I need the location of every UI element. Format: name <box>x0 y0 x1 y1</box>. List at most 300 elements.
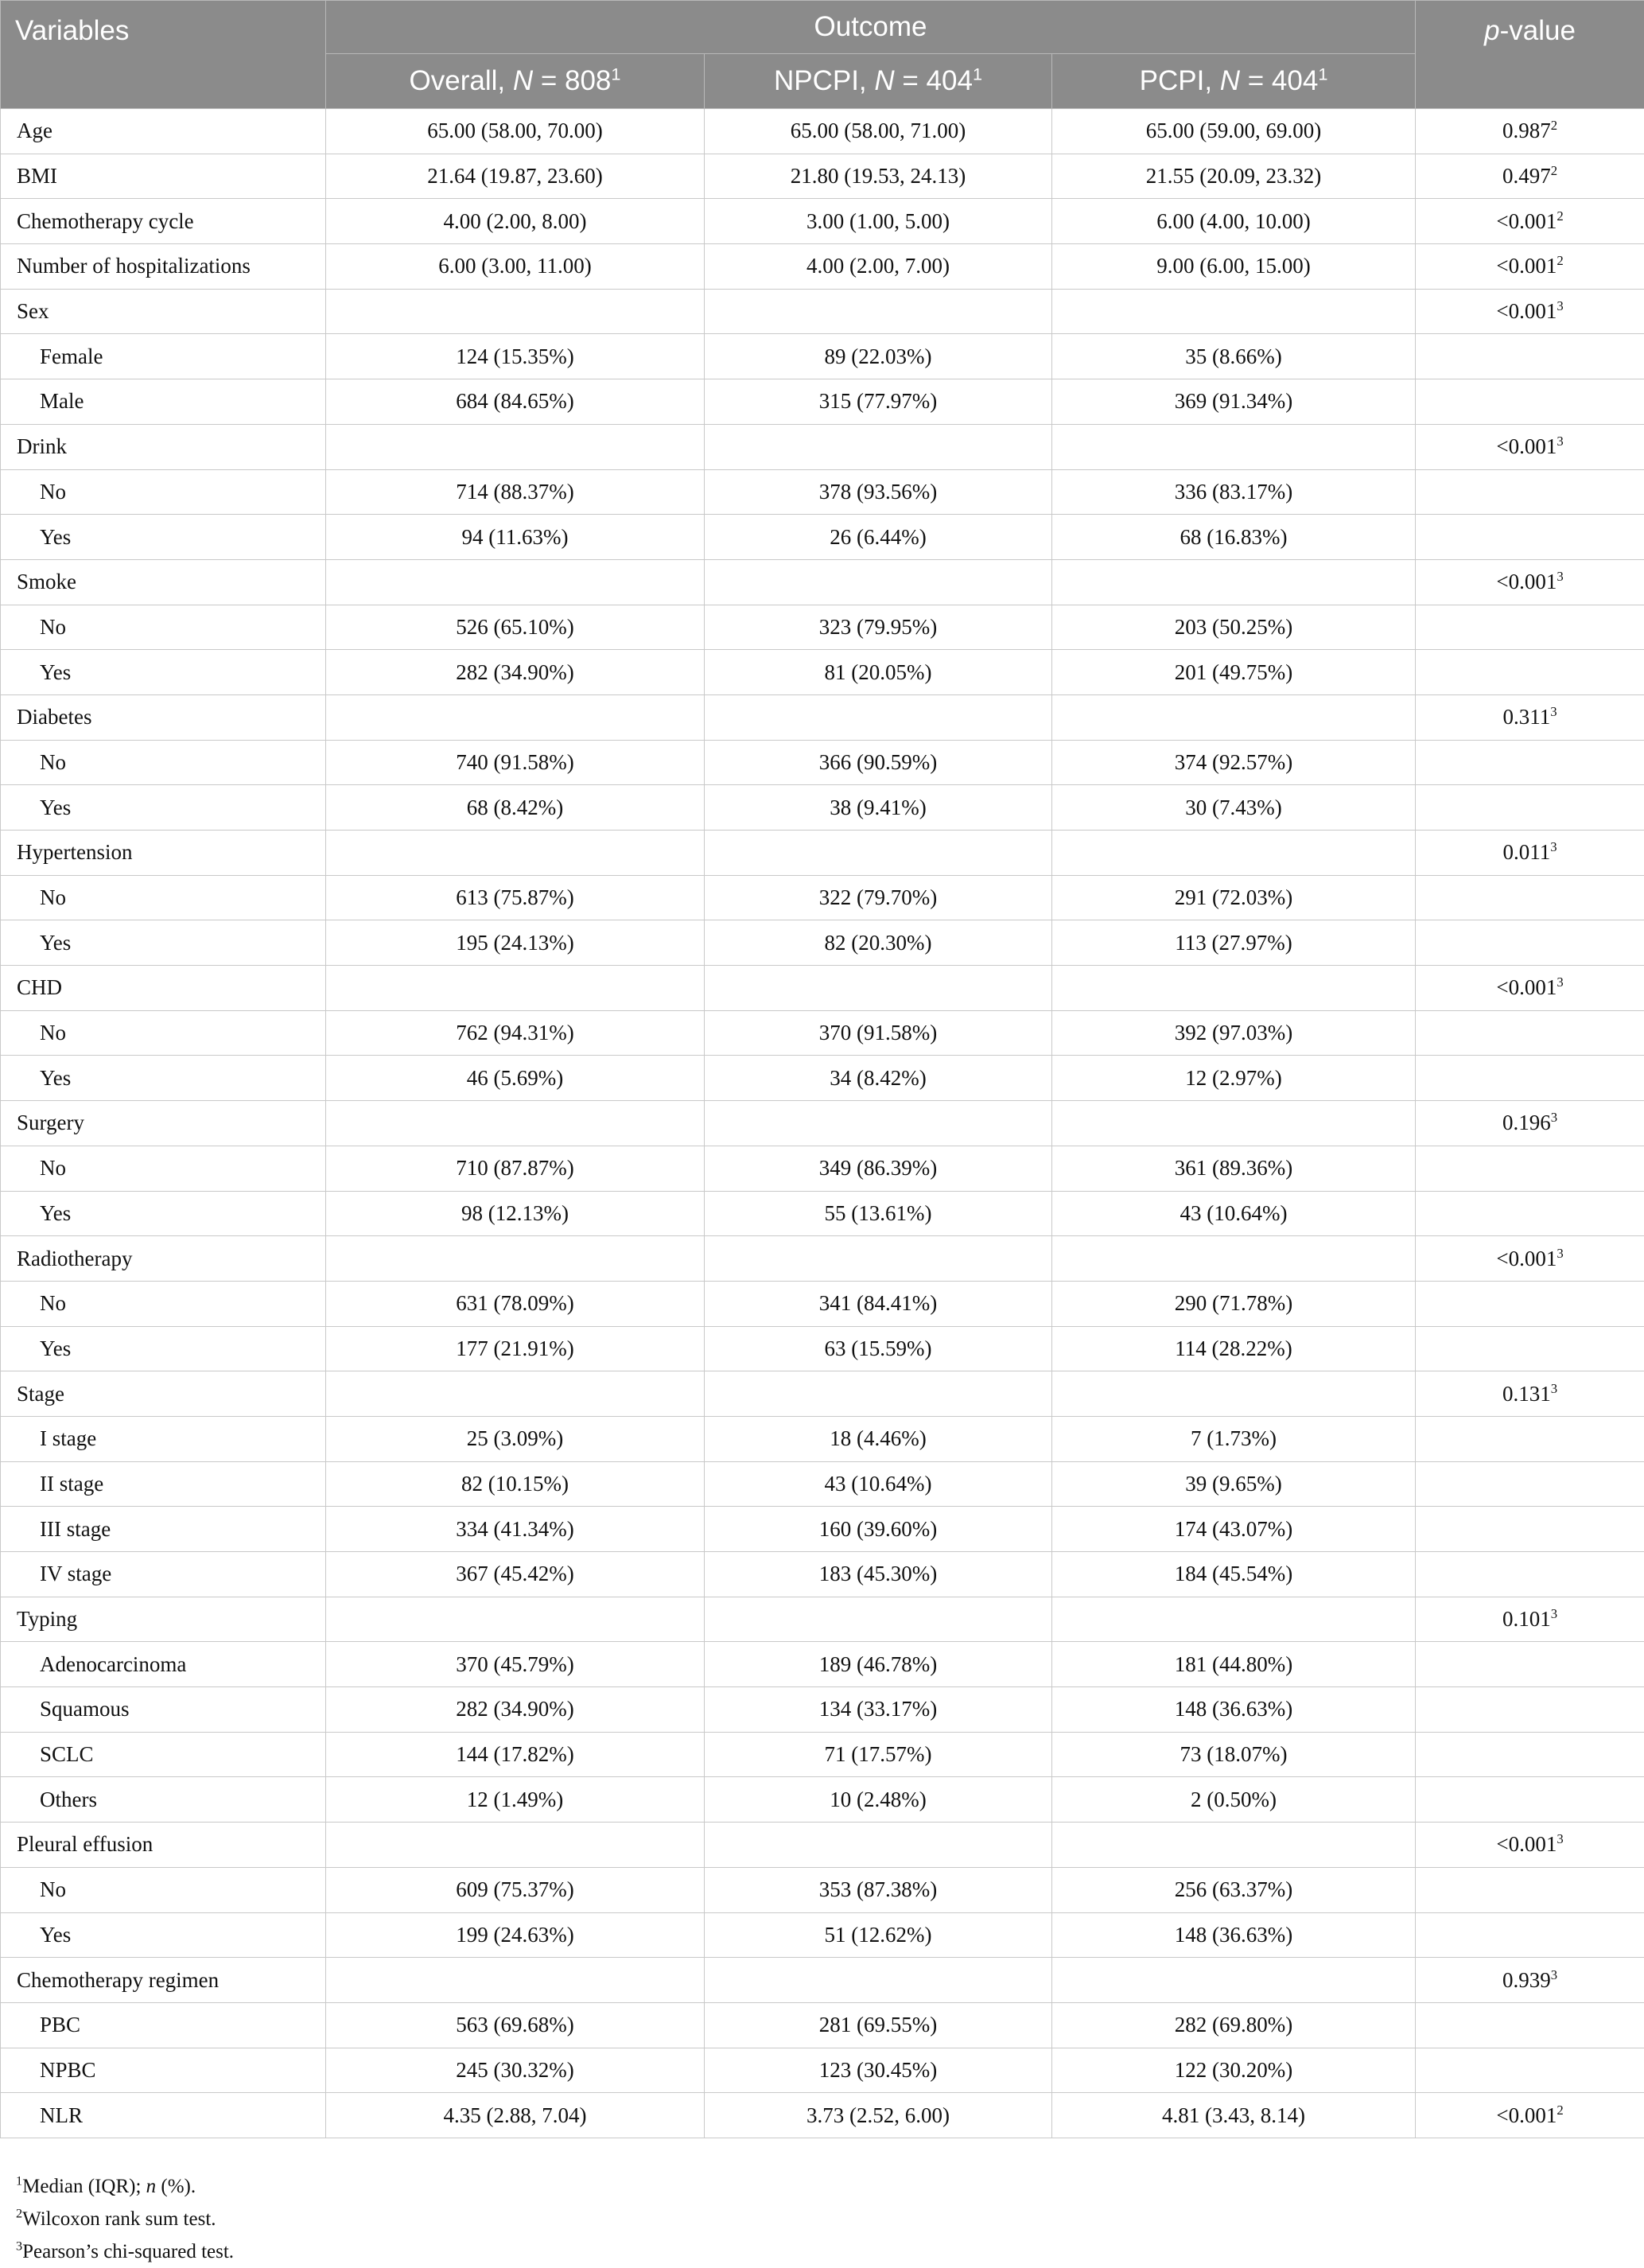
cell-npcpi: 10 (2.48%) <box>705 1777 1052 1823</box>
pvalue-test-marker: 2 <box>1557 253 1564 269</box>
row-label: II stage <box>1 1461 326 1507</box>
pvalue-text: <0.001 <box>1496 2103 1557 2127</box>
cell-npcpi <box>705 694 1052 740</box>
pvalue-test-marker: 3 <box>1550 704 1557 720</box>
footnote-2: $^2$Wilcoxon rank sum test. <box>16 2206 216 2230</box>
header-pvalue <box>1416 1 1644 109</box>
cell-pvalue <box>1416 1416 1644 1461</box>
cell-pvalue <box>1416 1958 1644 2003</box>
cell-npcpi <box>705 559 1052 605</box>
pvalue-test-marker: 2 <box>1550 118 1558 134</box>
table-row <box>1 920 1644 966</box>
row-label: Smoke <box>1 559 326 605</box>
pvalue-text: 0.101 <box>1502 1607 1551 1632</box>
footnote-1: $^1$Median (IQR); n (%). <box>16 2173 196 2197</box>
table-row <box>1 694 1644 740</box>
cell-pvalue <box>1416 469 1644 515</box>
cell-npcpi <box>705 1101 1052 1146</box>
row-label: Yes <box>1 920 326 966</box>
cell-pcpi <box>1052 559 1416 605</box>
cell-overall: 177 (21.91%) <box>326 1326 705 1371</box>
cell-overall <box>326 1371 705 1417</box>
cell-npcpi <box>705 1597 1052 1642</box>
cell-npcpi: 18 (4.46%) <box>705 1416 1052 1461</box>
pvalue-test-marker: 3 <box>1557 1245 1564 1261</box>
row-label: SCLC <box>1 1732 326 1777</box>
table-row <box>1 1010 1644 1056</box>
table-row <box>1 1958 1644 2003</box>
row-label: Sex <box>1 289 326 334</box>
table-row <box>1 1146 1644 1191</box>
cell-pvalue <box>1416 244 1644 290</box>
table-row <box>1 1687 1644 1733</box>
pvalue-text: 0.939 <box>1502 1967 1551 1992</box>
table-row <box>1 1732 1644 1777</box>
table-row <box>1 1416 1644 1461</box>
pvalue-test-marker: 3 <box>1550 1110 1558 1126</box>
cell-pvalue <box>1416 379 1644 425</box>
row-label: Stage <box>1 1371 326 1417</box>
table-row <box>1 2048 1644 2093</box>
cell-pvalue <box>1416 1010 1644 1056</box>
cell-npcpi: 160 (39.60%) <box>705 1507 1052 1552</box>
cell-overall: 4.00 (2.00, 8.00) <box>326 199 705 244</box>
table-row <box>1 379 1644 425</box>
cell-pvalue <box>1416 334 1644 379</box>
pvalue-test-marker: 2 <box>1557 208 1564 224</box>
cell-overall: 12 (1.49%) <box>326 1777 705 1823</box>
row-label: Female <box>1 334 326 379</box>
cell-pvalue <box>1416 1101 1644 1146</box>
cell-pcpi: 39 (9.65%) <box>1052 1461 1416 1507</box>
cell-pvalue <box>1416 1191 1644 1236</box>
cell-overall: 4.35 (2.88, 7.04) <box>326 2093 705 2138</box>
cell-npcpi: 341 (84.41%) <box>705 1281 1052 1326</box>
row-label: CHD <box>1 966 326 1011</box>
cell-pcpi: 2 (0.50%) <box>1052 1777 1416 1823</box>
table-row <box>1 966 1644 1011</box>
cell-npcpi: 82 (20.30%) <box>705 920 1052 966</box>
cell-pvalue <box>1416 831 1644 876</box>
table-row <box>1 831 1644 876</box>
table-row <box>1 334 1644 379</box>
row-label: Number of hospitalizations <box>1 244 326 290</box>
cell-npcpi: 4.00 (2.00, 7.00) <box>705 244 1052 290</box>
cell-overall: 740 (91.58%) <box>326 740 705 785</box>
cell-npcpi: 63 (15.59%) <box>705 1326 1052 1371</box>
row-label: No <box>1 740 326 785</box>
table-row <box>1 109 1644 154</box>
cell-pcpi: 35 (8.66%) <box>1052 334 1416 379</box>
row-label: Male <box>1 379 326 425</box>
cell-overall: 94 (11.63%) <box>326 515 705 560</box>
cell-npcpi <box>705 831 1052 876</box>
cell-overall: 199 (24.63%) <box>326 1912 705 1958</box>
cell-pvalue <box>1416 650 1644 695</box>
cell-pcpi: 65.00 (59.00, 69.00) <box>1052 109 1416 154</box>
cell-npcpi <box>705 289 1052 334</box>
table-row <box>1 1912 1644 1958</box>
cell-pcpi: 290 (71.78%) <box>1052 1281 1416 1326</box>
pvalue-text: <0.001 <box>1496 208 1557 233</box>
table-row <box>1 650 1644 695</box>
cell-pcpi: 12 (2.97%) <box>1052 1056 1416 1101</box>
cell-pcpi: 256 (63.37%) <box>1052 1867 1416 1912</box>
cell-pvalue <box>1416 559 1644 605</box>
cell-npcpi: 3.73 (2.52, 6.00) <box>705 2093 1052 2138</box>
header-pcpi: PCPI, $N = 404^1$ <box>1052 54 1416 109</box>
row-label: Chemotherapy regimen <box>1 1958 326 2003</box>
cell-overall <box>326 289 705 334</box>
pvalue-text: <0.001 <box>1496 1832 1557 1857</box>
header-variables: Variables <box>1 1 326 109</box>
cell-pcpi <box>1052 1371 1416 1417</box>
cell-pcpi: 392 (97.03%) <box>1052 1010 1416 1056</box>
table-row <box>1 1281 1644 1326</box>
row-label: IV stage <box>1 1552 326 1597</box>
table-row <box>1 875 1644 920</box>
row-label: Yes <box>1 515 326 560</box>
cell-pvalue <box>1416 2048 1644 2093</box>
cell-pvalue <box>1416 1056 1644 1101</box>
cell-pcpi <box>1052 289 1416 334</box>
cell-pcpi: 291 (72.03%) <box>1052 875 1416 920</box>
row-label: Yes <box>1 1912 326 1958</box>
pvalue-text: <0.001 <box>1496 1246 1557 1270</box>
pvalue-text: 0.497 <box>1502 164 1551 189</box>
cell-pvalue <box>1416 199 1644 244</box>
cell-pvalue <box>1416 289 1644 334</box>
pvalue-text: <0.001 <box>1496 254 1557 278</box>
cell-pvalue <box>1416 1552 1644 1597</box>
cell-npcpi: 34 (8.42%) <box>705 1056 1052 1101</box>
cell-pvalue <box>1416 1236 1644 1282</box>
cell-overall: 195 (24.13%) <box>326 920 705 966</box>
cell-overall <box>326 1236 705 1282</box>
cell-pcpi: 361 (89.36%) <box>1052 1146 1416 1191</box>
row-label: No <box>1 1010 326 1056</box>
cell-pvalue <box>1416 920 1644 966</box>
cell-overall: 25 (3.09%) <box>326 1416 705 1461</box>
cell-pvalue <box>1416 1732 1644 1777</box>
cell-npcpi <box>705 966 1052 1011</box>
table-row <box>1 1507 1644 1552</box>
cell-overall: 631 (78.09%) <box>326 1281 705 1326</box>
cell-pvalue <box>1416 1326 1644 1371</box>
cell-npcpi: 281 (69.55%) <box>705 2002 1052 2048</box>
pvalue-test-marker: 3 <box>1550 1380 1558 1396</box>
row-label: Adenocarcinoma <box>1 1642 326 1687</box>
cell-npcpi: 26 (6.44%) <box>705 515 1052 560</box>
cell-overall: 82 (10.15%) <box>326 1461 705 1507</box>
cell-pcpi: 282 (69.80%) <box>1052 2002 1416 2048</box>
cell-overall <box>326 1597 705 1642</box>
cell-npcpi: 43 (10.64%) <box>705 1461 1052 1507</box>
cell-npcpi: 378 (93.56%) <box>705 469 1052 515</box>
cell-npcpi: 189 (46.78%) <box>705 1642 1052 1687</box>
pvalue-text: 0.011 <box>1502 840 1551 865</box>
cell-overall <box>326 694 705 740</box>
cell-pcpi: 336 (83.17%) <box>1052 469 1416 515</box>
pvalue-test-marker: 3 <box>1557 434 1564 449</box>
cell-pvalue <box>1416 785 1644 831</box>
cell-pcpi: 68 (16.83%) <box>1052 515 1416 560</box>
row-label: Yes <box>1 1056 326 1101</box>
header-overall: Overall, $N = 808^1$ <box>326 54 705 109</box>
cell-npcpi: 71 (17.57%) <box>705 1732 1052 1777</box>
footnote-3: $^3$Pearson’s chi-squared test. <box>16 2239 235 2262</box>
cell-pcpi: 7 (1.73%) <box>1052 1416 1416 1461</box>
cell-pcpi: 114 (28.22%) <box>1052 1326 1416 1371</box>
cell-overall: 367 (45.42%) <box>326 1552 705 1597</box>
cell-pvalue <box>1416 154 1644 199</box>
pvalue-test-marker: 3 <box>1557 1831 1564 1847</box>
row-label: Yes <box>1 1326 326 1371</box>
cell-overall: 714 (88.37%) <box>326 469 705 515</box>
table-row <box>1 199 1644 244</box>
pvalue-text: <0.001 <box>1496 299 1557 324</box>
cell-overall <box>326 966 705 1011</box>
cell-overall: 144 (17.82%) <box>326 1732 705 1777</box>
row-label: I stage <box>1 1416 326 1461</box>
row-label: BMI <box>1 154 326 199</box>
cell-overall: 710 (87.87%) <box>326 1146 705 1191</box>
cell-pvalue <box>1416 2093 1644 2138</box>
row-label: Age <box>1 109 326 154</box>
pvalue-test-marker: 2 <box>1550 163 1558 179</box>
pvalue-text: <0.001 <box>1496 975 1557 1000</box>
pvalue-test-marker: 3 <box>1550 1967 1558 1982</box>
cell-pcpi <box>1052 966 1416 1011</box>
row-label: Diabetes <box>1 694 326 740</box>
table-row <box>1 559 1644 605</box>
table-row <box>1 1461 1644 1507</box>
table-row <box>1 469 1644 515</box>
cell-pvalue <box>1416 1867 1644 1912</box>
table-row <box>1 1597 1644 1642</box>
row-label: Typing <box>1 1597 326 1642</box>
cell-overall: 613 (75.87%) <box>326 875 705 920</box>
table-row <box>1 1056 1644 1101</box>
table-row <box>1 1236 1644 1282</box>
row-label: No <box>1 1281 326 1326</box>
table-body <box>1 109 1644 2138</box>
cell-overall: 526 (65.10%) <box>326 605 705 650</box>
table-row <box>1 244 1644 290</box>
cell-npcpi: 51 (12.62%) <box>705 1912 1052 1958</box>
cell-pcpi: 73 (18.07%) <box>1052 1732 1416 1777</box>
cell-pvalue <box>1416 1687 1644 1733</box>
cell-npcpi: 38 (9.41%) <box>705 785 1052 831</box>
cell-npcpi <box>705 424 1052 469</box>
header-npcpi: NPCPI, $N = 404^1$ <box>705 54 1052 109</box>
cell-pvalue <box>1416 1146 1644 1191</box>
cell-overall: 684 (84.65%) <box>326 379 705 425</box>
table-row <box>1 785 1644 831</box>
cell-overall: 68 (8.42%) <box>326 785 705 831</box>
row-label: No <box>1 1867 326 1912</box>
cell-npcpi <box>705 1823 1052 1868</box>
cell-pcpi <box>1052 1958 1416 2003</box>
row-label: No <box>1 875 326 920</box>
cell-pvalue <box>1416 1507 1644 1552</box>
cell-pcpi: 9.00 (6.00, 15.00) <box>1052 244 1416 290</box>
cell-overall: 245 (30.32%) <box>326 2048 705 2093</box>
row-label: Yes <box>1 1191 326 1236</box>
cell-pcpi <box>1052 1823 1416 1868</box>
cell-pvalue <box>1416 1777 1644 1823</box>
cell-overall: 609 (75.37%) <box>326 1867 705 1912</box>
cell-overall: 282 (34.90%) <box>326 1687 705 1733</box>
table-row <box>1 1326 1644 1371</box>
cell-pcpi: 148 (36.63%) <box>1052 1687 1416 1733</box>
cell-npcpi: 353 (87.38%) <box>705 1867 1052 1912</box>
cell-pcpi <box>1052 1597 1416 1642</box>
row-label: Others <box>1 1777 326 1823</box>
table-footnotes <box>16 2170 234 2268</box>
cell-npcpi: 21.80 (19.53, 24.13) <box>705 154 1052 199</box>
cell-npcpi: 55 (13.61%) <box>705 1191 1052 1236</box>
cell-npcpi: 89 (22.03%) <box>705 334 1052 379</box>
pvalue-text: 0.196 <box>1502 1111 1551 1135</box>
cell-pvalue <box>1416 515 1644 560</box>
cell-pvalue <box>1416 2002 1644 2048</box>
cell-npcpi: 81 (20.05%) <box>705 650 1052 695</box>
cell-pvalue <box>1416 1281 1644 1326</box>
cell-pvalue <box>1416 875 1644 920</box>
cell-overall: 21.64 (19.87, 23.60) <box>326 154 705 199</box>
cell-overall: 370 (45.79%) <box>326 1642 705 1687</box>
cell-pcpi: 43 (10.64%) <box>1052 1191 1416 1236</box>
cell-npcpi: 183 (45.30%) <box>705 1552 1052 1597</box>
cell-overall <box>326 424 705 469</box>
pvalue-text: 0.131 <box>1502 1381 1551 1406</box>
pvalue-text: 0.987 <box>1502 119 1551 143</box>
table-row <box>1 515 1644 560</box>
table-row <box>1 740 1644 785</box>
cell-npcpi: 366 (90.59%) <box>705 740 1052 785</box>
cell-npcpi: 322 (79.70%) <box>705 875 1052 920</box>
cell-pcpi: 203 (50.25%) <box>1052 605 1416 650</box>
cell-overall: 98 (12.13%) <box>326 1191 705 1236</box>
cell-pcpi <box>1052 1236 1416 1282</box>
cell-overall <box>326 1958 705 2003</box>
row-label: Hypertension <box>1 831 326 876</box>
pvalue-test-marker: 3 <box>1550 839 1557 855</box>
cell-pcpi: 174 (43.07%) <box>1052 1507 1416 1552</box>
cell-pcpi: 122 (30.20%) <box>1052 2048 1416 2093</box>
table-row <box>1 605 1644 650</box>
cell-pvalue <box>1416 1597 1644 1642</box>
cell-pcpi <box>1052 424 1416 469</box>
pvalue-rest: -value <box>1499 15 1576 46</box>
row-label: Pleural effusion <box>1 1823 326 1868</box>
row-label: Drink <box>1 424 326 469</box>
cell-pvalue <box>1416 966 1644 1011</box>
cell-npcpi: 65.00 (58.00, 71.00) <box>705 109 1052 154</box>
row-label: Chemotherapy cycle <box>1 199 326 244</box>
table-row <box>1 2093 1644 2138</box>
cell-overall: 124 (15.35%) <box>326 334 705 379</box>
table-row <box>1 1642 1644 1687</box>
cell-npcpi: 123 (30.45%) <box>705 2048 1052 2093</box>
row-label: Yes <box>1 785 326 831</box>
cell-pcpi: 148 (36.63%) <box>1052 1912 1416 1958</box>
cell-npcpi: 315 (77.97%) <box>705 379 1052 425</box>
pvalue-text: <0.001 <box>1496 570 1557 594</box>
pvalue-text: 0.311 <box>1502 705 1551 729</box>
cell-overall <box>326 559 705 605</box>
cell-overall: 563 (69.68%) <box>326 2002 705 2048</box>
pvalue-test-marker: 3 <box>1557 298 1564 314</box>
table-row <box>1 424 1644 469</box>
cell-pvalue <box>1416 1461 1644 1507</box>
cell-pvalue <box>1416 740 1644 785</box>
cell-overall: 65.00 (58.00, 70.00) <box>326 109 705 154</box>
pvalue-test-marker: 2 <box>1557 2102 1564 2118</box>
header-outcome: Outcome <box>326 1 1416 54</box>
cell-npcpi: 370 (91.58%) <box>705 1010 1052 1056</box>
table-row <box>1 154 1644 199</box>
pvalue-text: <0.001 <box>1496 434 1557 459</box>
cell-pcpi <box>1052 694 1416 740</box>
cell-overall: 762 (94.31%) <box>326 1010 705 1056</box>
pvalue-test-marker: 3 <box>1557 569 1564 585</box>
row-label: No <box>1 1146 326 1191</box>
row-label: NPBC <box>1 2048 326 2093</box>
cell-overall: 6.00 (3.00, 11.00) <box>326 244 705 290</box>
cell-npcpi <box>705 1371 1052 1417</box>
cell-overall <box>326 1101 705 1146</box>
table-row <box>1 1777 1644 1823</box>
cell-pcpi: 21.55 (20.09, 23.32) <box>1052 154 1416 199</box>
row-label: No <box>1 469 326 515</box>
row-label: Radiotherapy <box>1 1236 326 1282</box>
row-label: NLR <box>1 2093 326 2138</box>
cell-pvalue <box>1416 424 1644 469</box>
cell-overall: 46 (5.69%) <box>326 1056 705 1101</box>
pvalue-test-marker: 3 <box>1557 975 1564 990</box>
cell-pvalue <box>1416 605 1644 650</box>
cell-pcpi: 30 (7.43%) <box>1052 785 1416 831</box>
table-row <box>1 1371 1644 1417</box>
cell-pvalue <box>1416 694 1644 740</box>
cell-npcpi: 323 (79.95%) <box>705 605 1052 650</box>
cell-npcpi <box>705 1236 1052 1282</box>
cell-pvalue <box>1416 1823 1644 1868</box>
pvalue-test-marker: 3 <box>1550 1606 1558 1622</box>
cell-npcpi: 349 (86.39%) <box>705 1146 1052 1191</box>
cell-pcpi: 181 (44.80%) <box>1052 1642 1416 1687</box>
cell-pcpi: 201 (49.75%) <box>1052 650 1416 695</box>
cell-overall <box>326 831 705 876</box>
row-label: III stage <box>1 1507 326 1552</box>
table-row <box>1 1867 1644 1912</box>
row-label: Squamous <box>1 1687 326 1733</box>
cell-npcpi: 3.00 (1.00, 5.00) <box>705 199 1052 244</box>
row-label: Surgery <box>1 1101 326 1146</box>
cell-overall: 334 (41.34%) <box>326 1507 705 1552</box>
table-row <box>1 289 1644 334</box>
pvalue-italic: p <box>1484 15 1500 46</box>
cell-npcpi <box>705 1958 1052 2003</box>
cell-pcpi: 6.00 (4.00, 10.00) <box>1052 199 1416 244</box>
cell-pcpi: 113 (27.97%) <box>1052 920 1416 966</box>
table-row <box>1 1101 1644 1146</box>
cell-npcpi: 134 (33.17%) <box>705 1687 1052 1733</box>
cell-pcpi <box>1052 831 1416 876</box>
cell-overall: 282 (34.90%) <box>326 650 705 695</box>
